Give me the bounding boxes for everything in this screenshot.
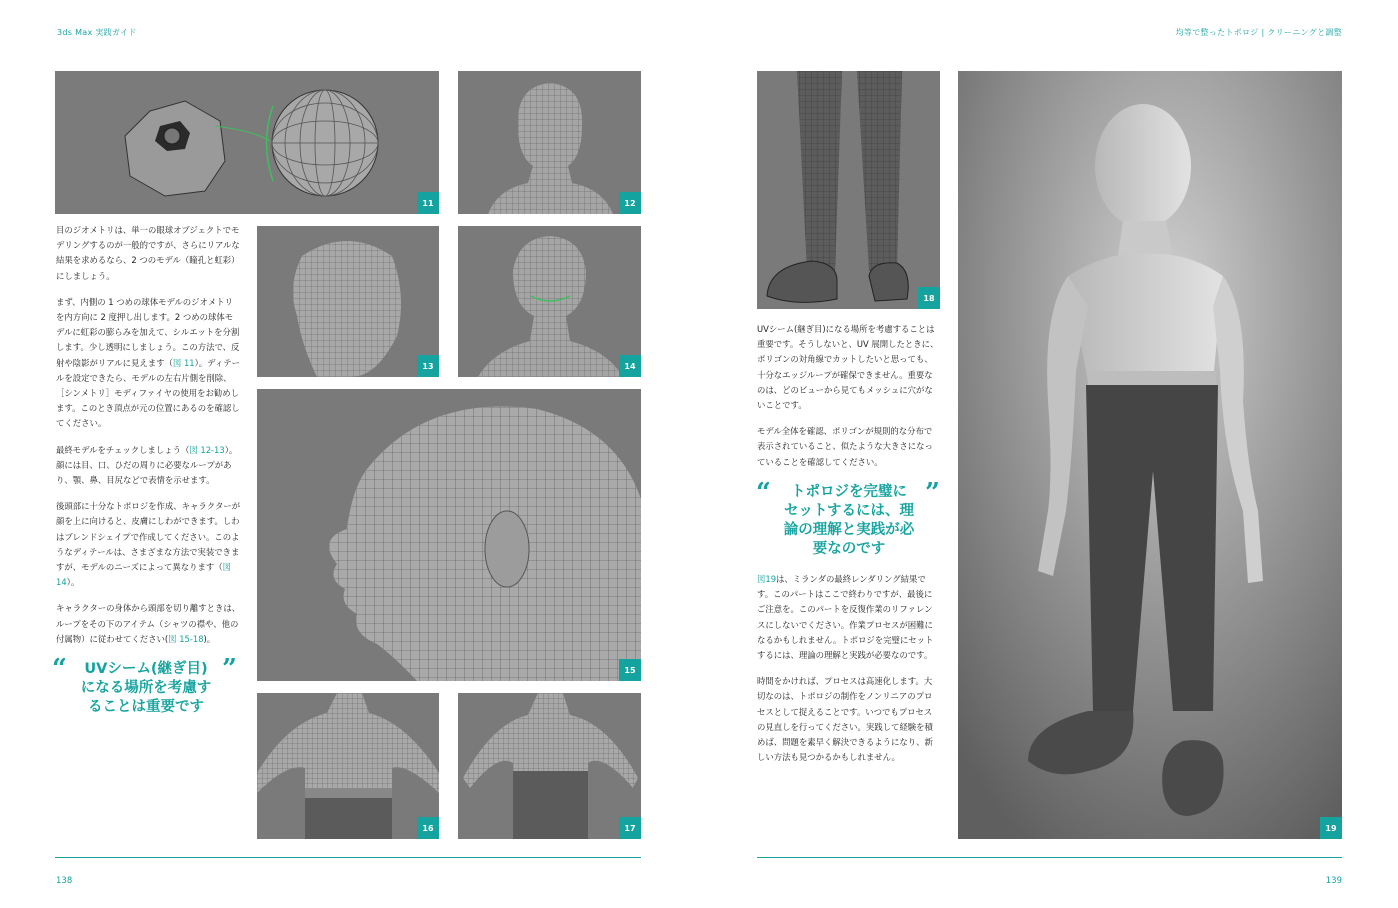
open-quote-mark: “ bbox=[756, 478, 771, 508]
running-header-left: 3ds Max 実践ガイド bbox=[57, 28, 137, 37]
head-three-quarter-mesh bbox=[257, 226, 439, 377]
text-span: ）。ディテールを設定できたら、モデルの左右片側を削除、［シンメトリ］モディファイヤの使用をお勧めします。このとき頂点が元の位置にあるのを確認してください。 bbox=[56, 357, 241, 429]
left-paragraph-4 bbox=[56, 499, 241, 590]
left-paragraph-2 bbox=[56, 295, 241, 432]
figure-number-badge: 19 bbox=[1320, 817, 1342, 839]
left-body-text bbox=[56, 223, 241, 658]
close-quote-mark: ” bbox=[925, 478, 940, 508]
figure-reference: 図 11 bbox=[172, 357, 195, 368]
running-header-right: 均等で整ったトポロジ | クリーニングと調整 bbox=[1175, 28, 1342, 37]
text-span: まず、内側の 1 つめの球体モデルのジオメトリを内方向に 2 度押し出します。2 つめの球体モデルに虹彩の膨らみを加えて、シルエットを分割します。少し透明にしましょう。この方法で、反射や陰影がリアルに見えます（ bbox=[56, 296, 240, 368]
figure-15-head-profile bbox=[257, 389, 641, 681]
character-render bbox=[958, 71, 1342, 839]
figure-number-badge: 15 bbox=[619, 659, 641, 681]
right-body-text-bottom bbox=[757, 572, 940, 776]
text-span: )。 bbox=[203, 633, 216, 644]
open-quote-mark: “ bbox=[52, 654, 67, 684]
right-paragraph-2: モデル全体を確認、ポリゴンが規則的な分布で表示されていること、似たような大きさになっていることを確認してください。 bbox=[757, 426, 933, 467]
head-back-mesh bbox=[458, 226, 641, 377]
figure-17-torso-back bbox=[458, 693, 641, 839]
text-span: 後頭部に十分なトポロジを作成、キャラクターが顔を上に向けると、皮膚にしわができます。しわはブレンドシェイプで作成してください。このようなディテールは、さまざまな方法で実装できますが、モデルのニーズによって異なります（ bbox=[56, 501, 241, 573]
pull-quote-line: セットするには、理 bbox=[783, 503, 915, 519]
close-quote-mark: ” bbox=[222, 654, 237, 684]
figure-reference: 図19 bbox=[757, 574, 777, 584]
pull-quote-line: になる場所を考慮す bbox=[80, 680, 212, 696]
figure-number-badge: 13 bbox=[417, 355, 439, 377]
figure-number-badge: 16 bbox=[417, 817, 439, 839]
figure-reference: 図 15-18 bbox=[168, 633, 204, 644]
pull-quote-left bbox=[66, 660, 226, 717]
figure-reference: 図 14 bbox=[56, 562, 232, 588]
head-front-mesh bbox=[458, 71, 641, 214]
page-number-right: 139 bbox=[1325, 876, 1342, 886]
figure-number-badge: 12 bbox=[619, 192, 641, 214]
torso-front-mesh bbox=[257, 693, 439, 839]
figure-reference: 図 12-13 bbox=[189, 444, 225, 455]
head-profile-mesh bbox=[257, 389, 641, 681]
figure-number-badge: 14 bbox=[619, 355, 641, 377]
text-span: キャラクターの身体から頭部を切り離すときは、ループをその下のアイテム（シャツの襟や、他の付属物）に従わせてください( bbox=[56, 603, 241, 644]
figure-14-head-back bbox=[458, 226, 641, 377]
left-paragraph-1: 目のジオメトリは、単一の眼球オブジェクトでモデリングするのが一般的ですが、さらにリアルな結果を求めるなら、2 つのモデル（瞳孔と虹彩）にしましょう。 bbox=[56, 225, 240, 281]
pull-quote-right bbox=[770, 483, 928, 559]
text-span: ）。 bbox=[66, 577, 80, 588]
figure-number-badge: 11 bbox=[417, 192, 439, 214]
figure-18-legs bbox=[757, 71, 940, 309]
legs-mesh bbox=[757, 71, 940, 309]
left-paragraph-3 bbox=[56, 443, 241, 489]
figure-13-head-three-quarter bbox=[257, 226, 439, 377]
pull-quote-line: 論の理解と実践が必 bbox=[783, 522, 915, 538]
footer-rule-left bbox=[55, 857, 641, 858]
figure-number-badge: 17 bbox=[619, 817, 641, 839]
eyeball-render bbox=[55, 71, 439, 214]
left-paragraph-5 bbox=[56, 601, 241, 647]
right-paragraph-3 bbox=[757, 572, 940, 663]
pull-quote-line: 要なのです bbox=[812, 541, 886, 557]
text-span: は、ミランダの最終レンダリング結果です。このパートはここで終わりですが、最後にご注意を。このパートを反復作業のリファレンスにしないでください。作業プロセスが困難になるかもしれません。トポロジを完璧にセットするには、理論の理解と実践が必要なのです。 bbox=[757, 574, 934, 661]
pull-quote-line: トポロジを完璧に bbox=[791, 484, 907, 500]
text-span: 最終モデルをチェックしましょう（ bbox=[56, 444, 190, 455]
pull-quote-line: ることは重要です bbox=[88, 699, 204, 715]
figure-19-final-render bbox=[958, 71, 1342, 839]
figure-16-torso-front bbox=[257, 693, 439, 839]
text-span: ）。顔には目、口、ひだの周りに必要なループがあり、顎、鼻、目尻などで表情を示せます。 bbox=[56, 444, 238, 486]
right-paragraph-1: UVシーム(継ぎ目)になる場所を考慮することは重要です。そうしないと、UV 展開したときに、ポリゴンの対角線でカットしたいと思っても、十分なエッジループが確保できません。重要なのは、どのビューから見てもメッシュに穴がないことです。 bbox=[757, 324, 939, 411]
figure-12-head-front bbox=[458, 71, 641, 214]
right-body-text-top bbox=[757, 322, 940, 481]
footer-rule-right bbox=[757, 857, 1342, 858]
right-paragraph-4: 時間をかければ、プロセスは高速化します。大切なのは、トポロジの制作をノンリニアのプロセスとして捉えることです。いつでもプロセスの見直しを行ってください。実践して経験を積めば、問題を素早く解決できるようになり、新しい方法も見つかるかもしれません。 bbox=[757, 676, 933, 763]
pull-quote-line: UVシーム(継ぎ目) bbox=[84, 661, 208, 677]
page-number-left: 138 bbox=[56, 876, 73, 886]
figure-11-eyeball bbox=[55, 71, 439, 214]
torso-back-mesh bbox=[458, 693, 641, 839]
figure-number-badge: 18 bbox=[918, 287, 940, 309]
